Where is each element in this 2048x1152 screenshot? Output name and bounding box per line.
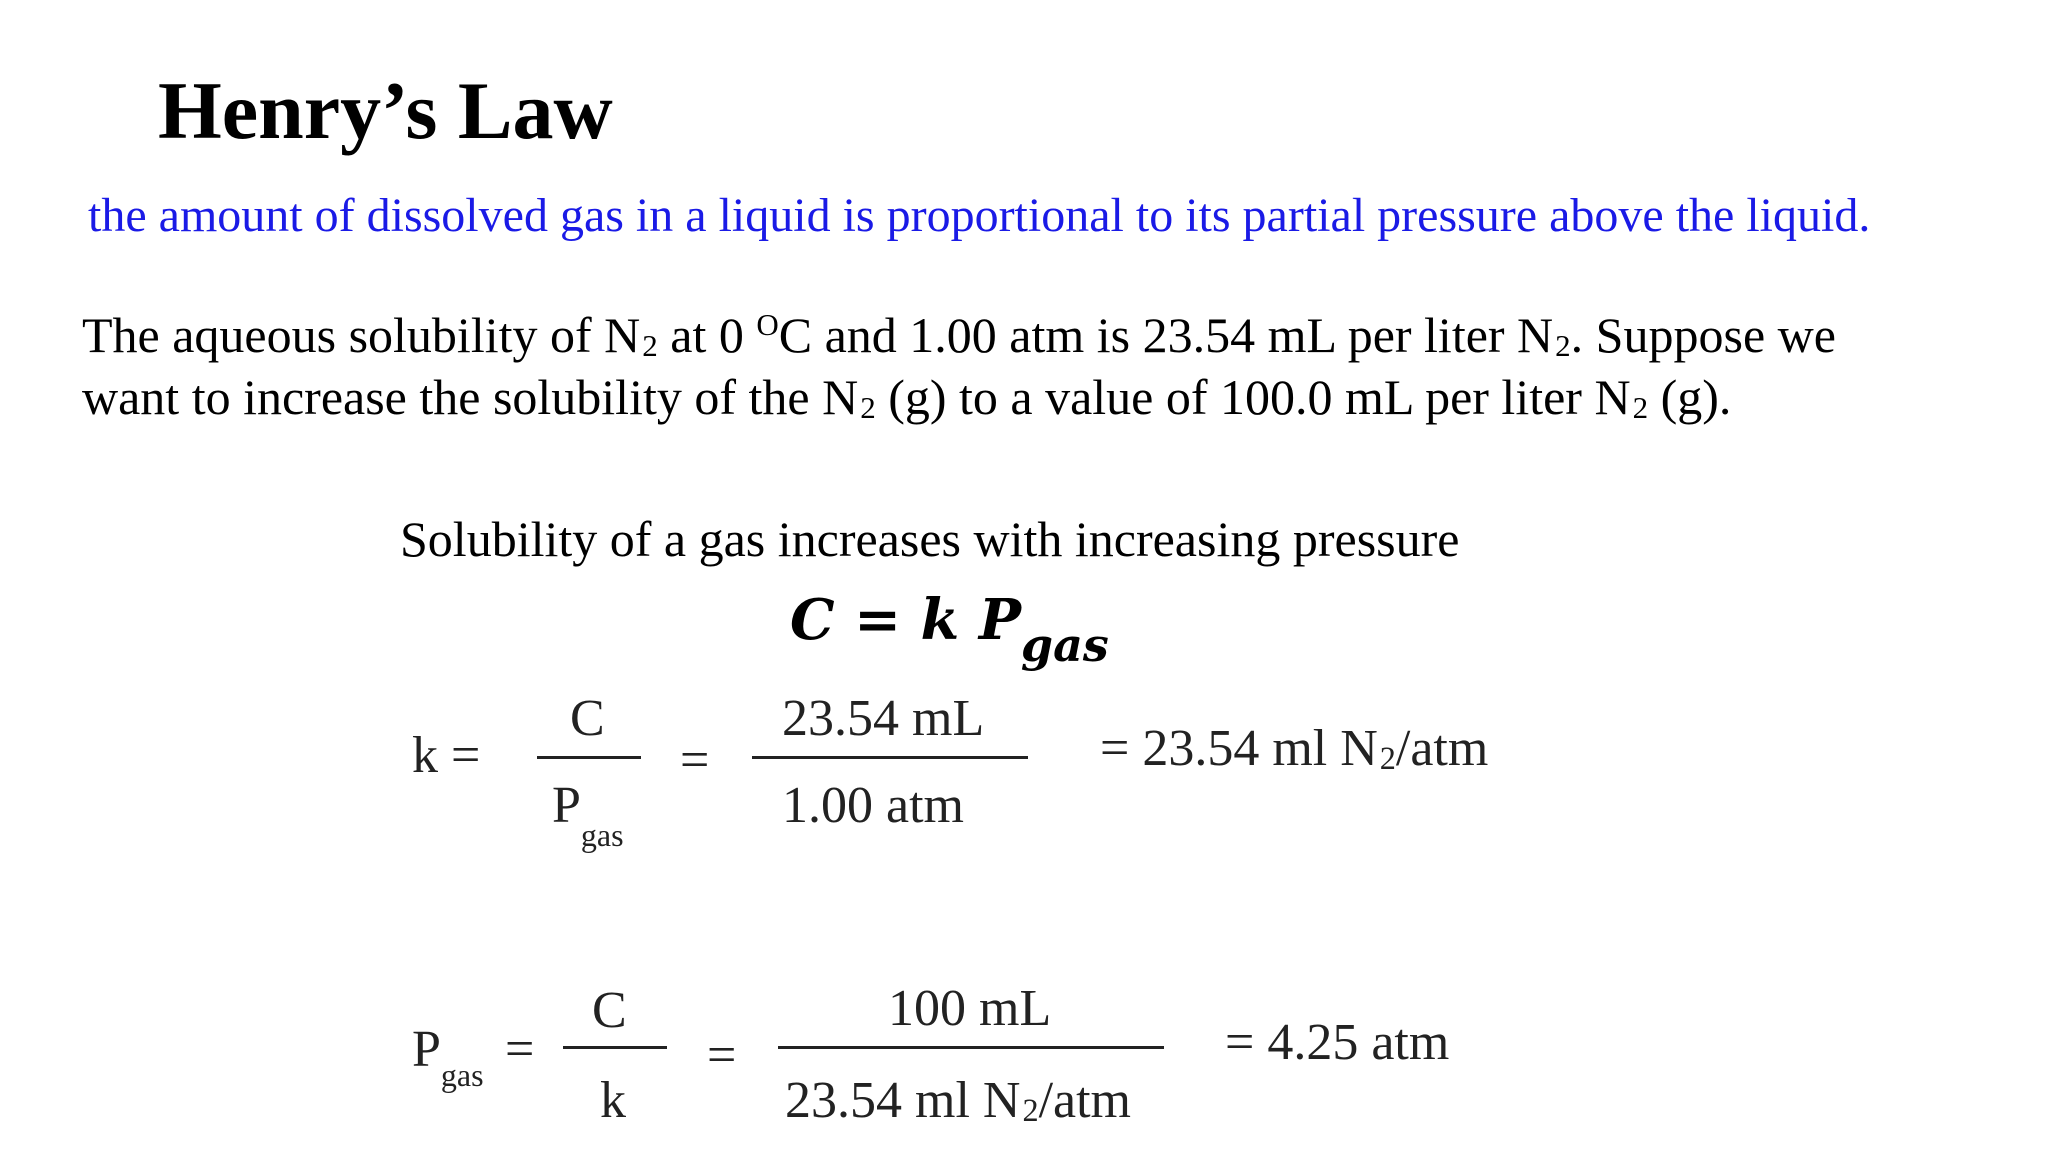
p-result: = 4.25 atm [1225,1014,1450,1071]
k-frac1-denominator: $P_{gas}$ [552,777,624,853]
k-frac1-line [537,756,641,759]
p-frac1-denominator: k [600,1072,626,1129]
k-frac1-numerator: C [570,690,605,747]
k-equals-sign: = [680,732,710,789]
henrys-law-equation: C = k $P_{gas}$ [790,587,1109,672]
k-frac2-numerator: 23.54 mL [782,690,985,747]
pressure-note: Solubility of a gas increases with increasing pressure [400,511,1460,567]
k-result: = 23.54 ml $N_2$/atm [1100,720,1489,777]
problem-statement-line-2: want to increase the solubility of the $N_2$ (g) to a value of 100.0 mL per liter $N_2$ (g). [82,369,1732,425]
problem-statement-line-1: The aqueous solubility of $N_2$ at 0 $^O$C and 1.00 atm is 23.54 mL per liter $N_2$. Suppose we [82,306,1836,363]
p-frac2-line [778,1046,1164,1049]
p-equals-sign: = [707,1027,737,1084]
k-equals-label: k = [412,727,481,784]
k-frac2-denominator: 1.00 atm [782,777,964,834]
p-frac1-numerator: C [592,982,627,1039]
henrys-law-definition: the amount of dissolved gas in a liquid is proportional to its partial pressure above the liquid. [88,189,1871,242]
p-gas-lhs-equals: = [505,1021,535,1078]
p-frac1-line [563,1046,667,1049]
slide-title: Henry’s Law [158,65,613,156]
p-frac2-numerator: 100 mL [888,980,1052,1037]
p-frac2-denominator: 23.54 ml $N_2$/atm [785,1072,1131,1129]
k-frac2-line [752,756,1028,759]
p-gas-lhs: $P_{gas}$ [412,1021,484,1093]
